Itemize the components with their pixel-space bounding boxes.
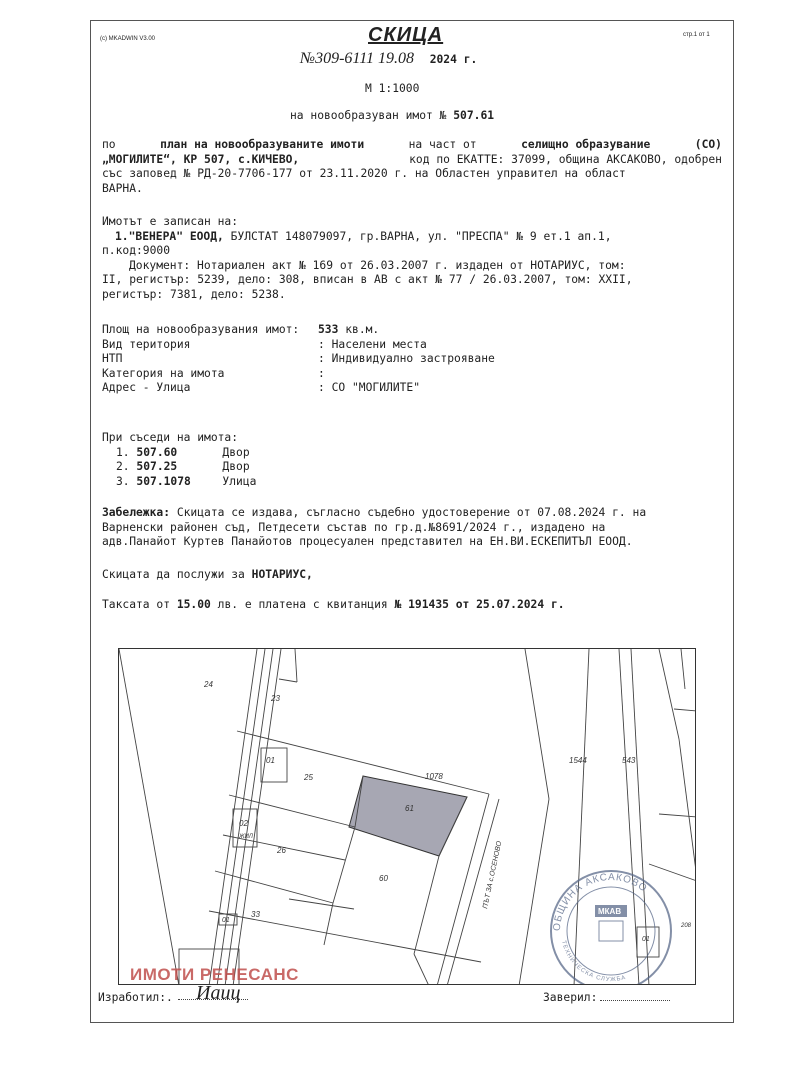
document-year: 2024 г. [429, 53, 478, 66]
neighbour-id: 507.60 [136, 445, 178, 459]
note-section [102, 506, 722, 550]
basis-location: „МОГИЛИТЕ“, КР 507, с.КИЧЕВО, [102, 152, 300, 166]
label-01a: 01 [266, 756, 275, 765]
basis-code: код по ЕКАТТЕ: 37099, община АКСАКОВО, одобрен [409, 152, 722, 166]
cadastral-map [118, 648, 696, 985]
neighbour-id: 507.1078 [136, 474, 191, 488]
subject-id: 507.61 [453, 109, 495, 122]
page-counter: стр.1 от 1 [683, 32, 710, 38]
verified-by-line [600, 1000, 670, 1001]
map-drawing [119, 649, 696, 985]
subject-line [290, 109, 494, 124]
stamp-center-text: МКАВ [598, 907, 622, 916]
note-line: Варненски районен съд, Петдесети състав по гр.д.№8691/2024 г., издадено на [102, 520, 606, 534]
label-24: 24 [204, 680, 213, 689]
neighbour-type: Двор [222, 445, 250, 459]
neighbour-type: Улица [222, 474, 257, 488]
subject-prefix: на новообразуван имот № [290, 109, 447, 122]
highlighted-parcel [349, 776, 467, 856]
label-zhil: ЖИЛ [239, 834, 253, 840]
software-label: (c) MKADWIN V3.00 [100, 36, 156, 42]
purpose-target: НОТАРИУС, [251, 568, 313, 581]
purpose-line [102, 568, 313, 583]
label-25: 25 [304, 773, 313, 782]
category-value: : [318, 366, 325, 380]
label-1544: 1544 [569, 756, 587, 765]
prepared-by-signature: Иаиц [196, 982, 241, 1004]
neighbour-type: Двор [222, 460, 250, 474]
address-label: Адрес - Улица [102, 381, 191, 395]
basis-plan: план на новообразуваните имоти [160, 138, 365, 151]
basis-paragraph [102, 138, 722, 196]
label-26: 26 [277, 846, 286, 855]
neighbour-id: 507.25 [136, 460, 178, 474]
scale: М 1:1000 [365, 82, 420, 95]
label-23: 23 [271, 694, 280, 703]
note-line: адв.Панайот Куртев Панайотов процесуален представител на ЕН.ВИ.ЕСКЕПИТЪЛ ЕООД. [102, 535, 633, 549]
territory-label: Вид територия [102, 337, 191, 351]
owner-details: БУЛСТАТ 148079097, гр.ВАРНА, ул. "ПРЕСПА" № 9 ет.1 ап.1, [230, 229, 612, 243]
neighbour-num: 2. [116, 460, 130, 474]
owner-postcode: п.код:9000 [102, 244, 171, 258]
label-01c: 01 [642, 936, 650, 943]
fee-text: лв. е платена с квитанция [217, 598, 388, 611]
official-stamp [551, 871, 671, 985]
basis-order: със заповед № РД-20-7706-177 от 23.11.2020 г. на Областен управител на област [102, 167, 626, 181]
agency-watermark: ИМОТИ РЕНЕСАНС [130, 965, 299, 984]
verified-by-label: Заверил: [543, 991, 598, 1004]
stamp-shield [599, 921, 623, 941]
owner-heading: Имотът е записан на: [102, 215, 239, 228]
stamp-text: ОБЩИНА АКСАКОВО [551, 871, 650, 932]
owner-section [102, 215, 722, 303]
area-unit: кв.м. [345, 323, 380, 336]
label-543: 543 [622, 756, 636, 765]
property-details [102, 323, 495, 396]
document-number [300, 48, 477, 68]
note-label: Забележка: [102, 506, 171, 519]
stamp-text-bottom: ТЕХНИЧЕСКА СЛУЖБА [559, 939, 627, 984]
stamp-inner-ring [567, 887, 655, 975]
neighbour-num: 1. [116, 445, 130, 459]
stamp-outer-ring [551, 871, 671, 985]
label-02: 02 [239, 819, 248, 828]
fee-line [102, 598, 565, 613]
road-label: ПЪТ ЗА с.ОСЕНОВО [482, 840, 504, 910]
document-title: СКИЦА [368, 24, 444, 46]
neighbour-num: 3. [116, 474, 130, 488]
prepared-by-line [178, 999, 248, 1000]
owner-document-end: регистър: 7381, дело: 5238. [102, 287, 286, 301]
ntp-label: НТП [102, 352, 123, 366]
area-value: 533 [318, 323, 339, 336]
label-60: 60 [379, 874, 388, 883]
label-1078: 1078 [425, 772, 443, 781]
fee-receipt: № 191435 от 25.07.2024 г. [394, 598, 565, 611]
neighbours-heading: При съседи на имота: [102, 431, 239, 444]
purpose-text: Скицата да послужи за [102, 568, 245, 581]
basis-abbrev: (СО) [694, 138, 722, 151]
owner-name: 1."ВЕНЕРА" ЕООД, [115, 229, 224, 243]
note-line: Скицата се издава, съгласно съдебно удостоверение от 07.08.2024 г. на [176, 506, 647, 519]
area-label: Площ на новообразувания имот: [102, 323, 300, 336]
basis-settlement: селищно образувание [521, 138, 651, 151]
handwritten-number: 309-6111 19.08 [315, 50, 415, 67]
prepared-by-label: Изработил:. [98, 991, 173, 1004]
basis-region: ВАРНА. [102, 181, 143, 195]
number-prefix: № [300, 50, 316, 67]
label-208: 208 [681, 923, 692, 929]
fee-amount: 15.00 [176, 598, 211, 611]
label-01b: 01 [222, 917, 230, 924]
owner-document: Документ: Нотариален акт № 169 от 26.03.2007 г. издаден от НОТАРИУС, том: [129, 258, 626, 272]
ntp-value: : Индивидуално застрояване [318, 352, 495, 366]
label-33: 33 [251, 910, 260, 919]
basis-word: на част от [408, 138, 477, 151]
label-61: 61 [405, 804, 414, 813]
address-value: : СО "МОГИЛИТЕ" [318, 381, 421, 395]
owner-document-cont: II, регистър: 5239, дело: 308, вписан в АВ с акт № 77 / 26.03.2007, том: XXII, [102, 273, 633, 287]
territory-value: : Населени места [318, 337, 427, 351]
fee-text: Таксата от [102, 598, 171, 611]
basis-word: по [102, 138, 116, 151]
category-label: Категория на имота [102, 366, 225, 380]
neighbours-section [102, 431, 256, 489]
